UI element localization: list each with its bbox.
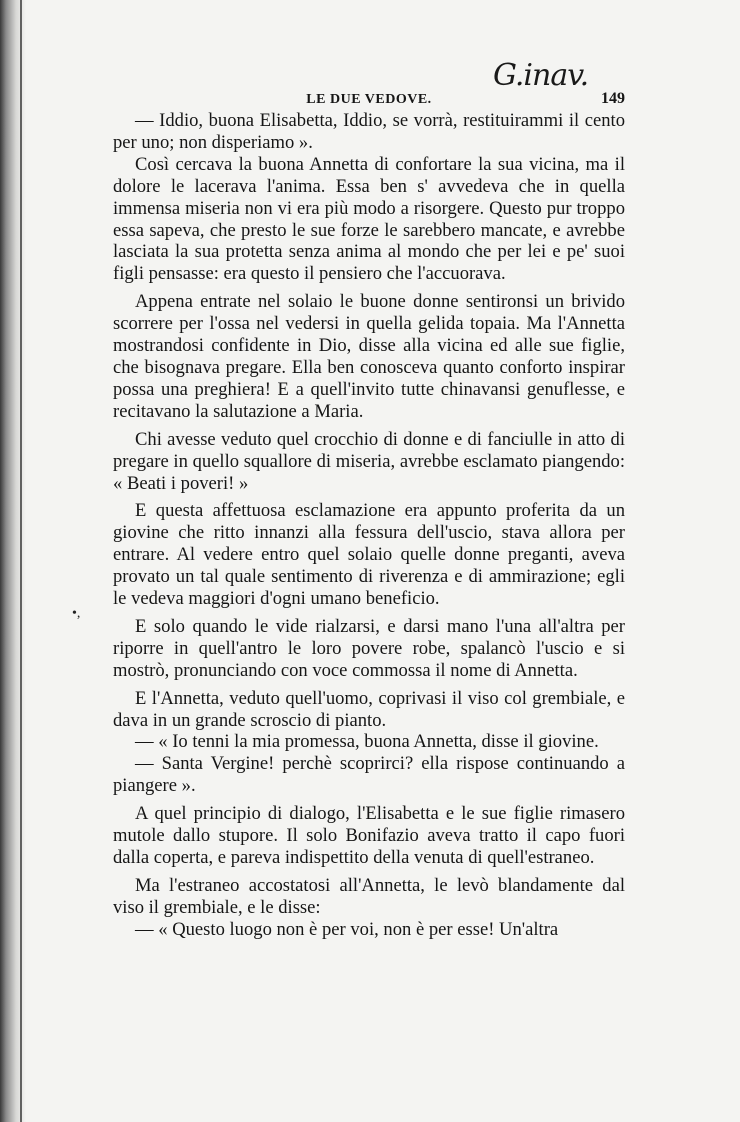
page-header [113,58,625,106]
paragraph-3: Appena entrate nel solaio le buone donne sentironsi un brivido scorrere per l'ossa nel vedersi in quella gelida topaia. Ma l'Annetta mostrandosi confidente in Dio, disse alla vicina ed alle sue figlie, che bisognava pregare. Ella ben conosceva quanto conforto inspirar possa una preghiera! E a quell'invito tutte chinavansi genuflesse, e recitavano la salutazione a Maria. [113,291,625,422]
paragraph-2: Così cercava la buona Annetta di confortare la sua vicina, ma il dolore le lacerava l'anima. Essa ben s' avvedeva che in quella immensa miseria non vi era più modo a risorgere. Questo pur troppo essa sapeva, che presto le sue forze le sarebbero mancate, e avrebbe lasciata la sua protetta senza anima al mondo che per lei e pe' suoi figli pensasse: era questo il pensiero che l'accuorava. [113,153,625,285]
paragraph-9: — Santa Vergine! perchè scoprirci? ella rispose continuando a piangere ». [113,753,625,797]
binding-edge [20,0,22,1122]
ink-speck: •, [72,606,81,621]
paragraph-8: — « Io tenni la mia promessa, buona Annetta, disse il giovine. [135,731,599,753]
paragraph-12: — « Questo luogo non è per voi, non è per esse! Un'altra [135,918,559,940]
handwritten-annotation: G.inav. [493,58,589,93]
paragraph-11: Ma l'estraneo accostatosi all'Annetta, le levò blandamente dal viso il grembiale, e le disse: [113,874,625,918]
body-text [113,110,625,941]
running-head: LE DUE VEDOVE. [306,92,432,107]
binding-shadow [0,0,26,1122]
paragraph-7: E l'Annetta, veduto quell'uomo, coprivasi il viso col grembiale, e dava in un grande scroscio di pianto. [113,687,625,731]
paragraph-4: Chi avesse veduto quel crocchio di donne e di fanciulle in atto di pregare in quello squallore di miseria, avrebbe esclamato piangendo: « Beati i poveri! » [113,428,625,494]
paragraph-6: E solo quando le vide rialzarsi, e darsi mano l'una all'altra per riporre in quell'antro le loro povere robe, spalancò l'uscio e si mostrò, pronunciando con voce commossa il nome di Annetta. [113,615,625,681]
book-page [113,58,625,941]
page-number: 149 [601,90,625,107]
paragraph-1: — Iddio, buona Elisabetta, Iddio, se vorrà, restituirammi il cento per uno; non disperiamo ». [113,110,625,153]
paragraph-10: A quel principio di dialogo, l'Elisabetta e le sue figlie rimasero mutole dallo stupore. Il solo Bonifazio aveva tratto il capo fuori dalla coperta, e pareva indispettito della venuta di quell'estraneo. [113,803,625,868]
paragraph-5: E questa affettuosa esclamazione era appunto proferita da un giovine che ritto innanzi alla fessura dell'uscio, stava allora per entrare. Al vedere entro quel solaio quelle donne preganti, aveva provato un tal quale sentimento di riverenza e di ammirazione; egli le vedeva maggiori d'ogni umano beneficio. [113,500,625,610]
